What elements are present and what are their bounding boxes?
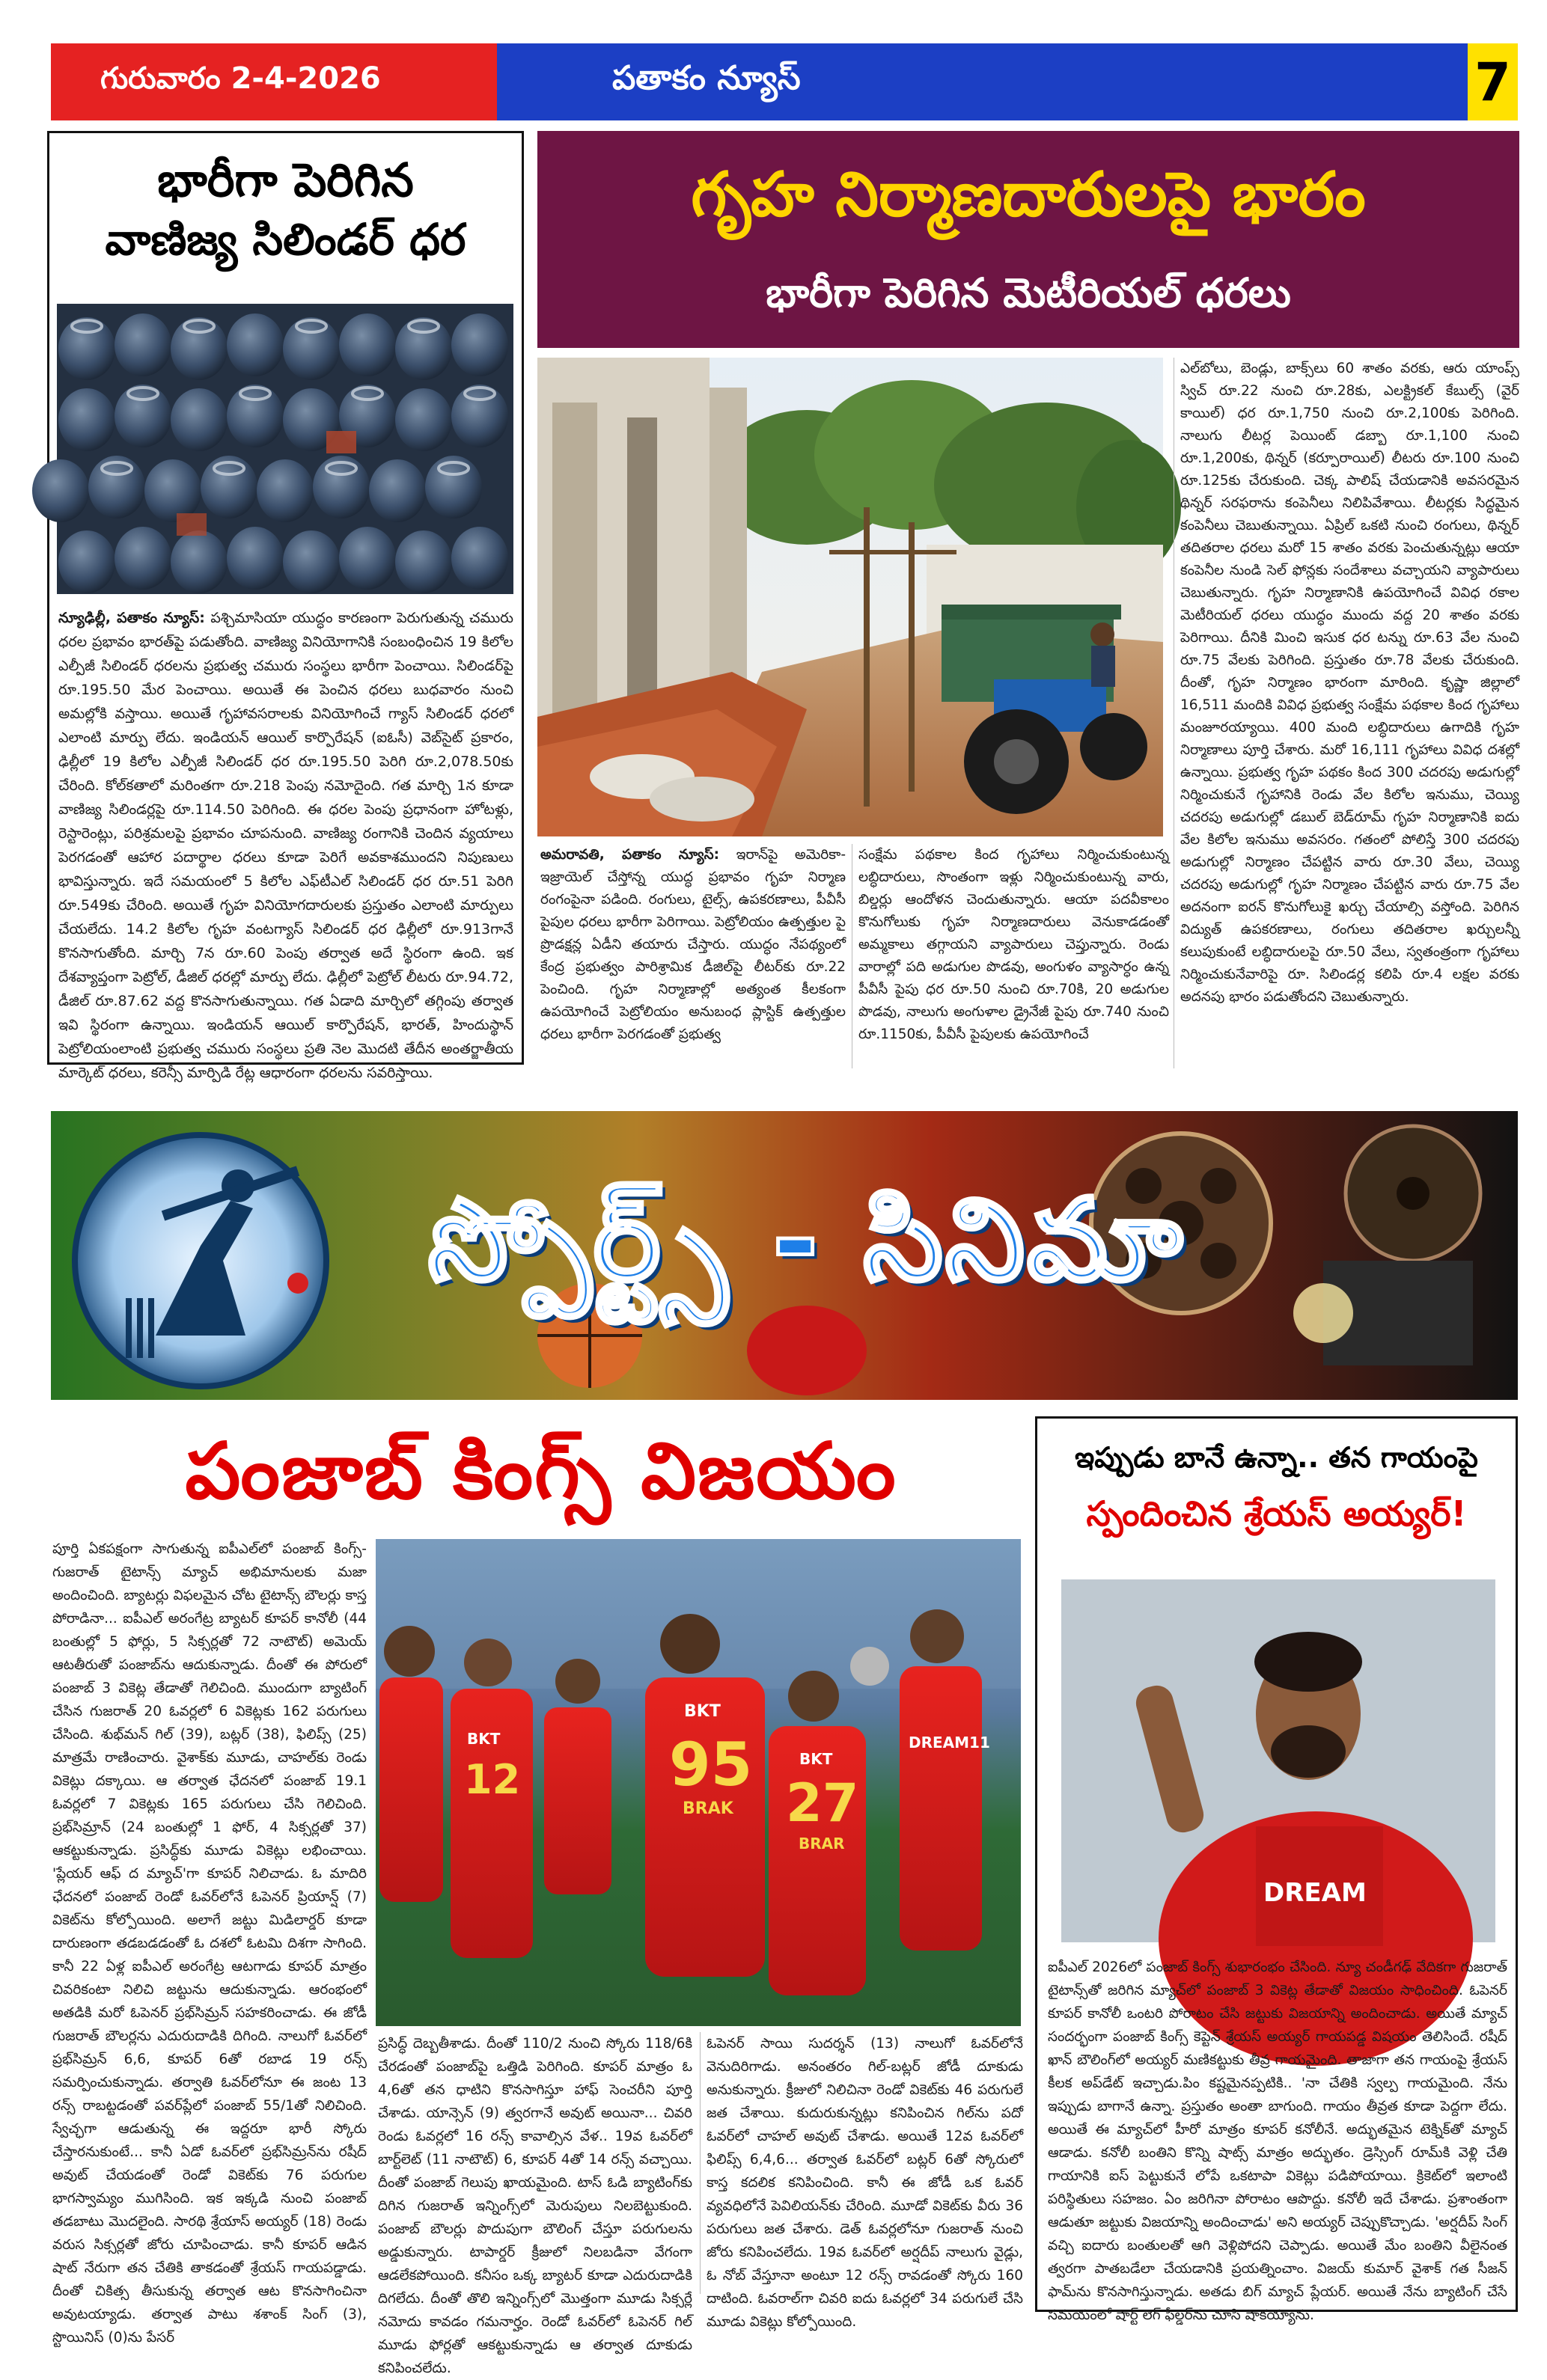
punjab-headline: పంజాబ్ కింగ్స్ విజయం bbox=[185, 1425, 897, 1517]
cylinder-headline-line2: వాణిజ్య సిలిండర్ ధర bbox=[105, 214, 466, 265]
page-number bbox=[1468, 43, 1518, 120]
date-text: గురువారం 2-4-2026 bbox=[100, 61, 381, 96]
jersey-name-1: BRAK bbox=[683, 1799, 733, 1818]
shreyas-body-text: ఐపీఎల్ 2026లో పంజాబ్ కింగ్స్ శుభారంభం చేసింది. న్యూ చండీగఢ్ వేదికగా గుజరాత్ టైటాన్స్‌తో జరిగిన మ్యాచ్‌లో పంజాబ్ 3 వికెట్ల తేడాతో విజయం సాధించింది. ఓపెనర్ కూపర్ కానోలీ ఒంటరి పోరాటం చేసి జట్టుకు విజయాన్ని అందించాడు. అయితే మ్యాచ్ సందర్భంగా పంజాబ్ కింగ్స్ కెప్టెన్ శ్రేయస్ అయ్యర్ గాయపడ్డ విషయం తెలిసిందే. రషీద్ ఖాన్ బౌలింగ్‌లో అయ్యర్ మణికట్టుకు తీవ్ర గాయమైంది. తాజాగా తన గాయంపై శ్రేయస్ కీలక అప్‌డేట్ ఇచ్చాడు.పిం కష్టమైనప్పటికి.. 'నా చేతికి స్వల్ప గాయమైంది. నేను ఇప్పుడు బాగానే ఉన్నా. ప్రస్తుతం అంతా బాగుంది. గాయం తీవ్రత కూడా పెద్దగా లేదు. అయితే ఈ మ్యాచ్‌లో హీరో మాత్రం కూపర్ కనోలీనే. అద్భుతమైన టెక్నిక్‌తో మ్యాచ్ ఆడాడు. కనోలీ బంతిని కొన్ని షాట్స్ మాత్రం అద్భుతం. డ్రెస్సింగ్ రూమ్‌కి వెళ్లి చేతి గాయానికి ఐస్ పెట్టుకునే లోపే ఒకటాపా వికెట్లు పడిపోయాయి. క్రికెట్‌లో ఇలాంటి పరిస్థితులు సహజం. ఏం జరిగినా పోరాటం ఆపొద్దు. కనోలీ ఇదే చేశాడు. ప్రశాంతంగా ఆడుతూ జట్టుకు విజయాన్ని అందించాడు' అని అయ్యర్ చెప్పుకొచ్చాడు. 'అర్షదీప్ సింగ్ వచ్చి ఐదారు బంతులతో ఆగి వెళ్లిపోదని చెప్పాడు. అయితే మేం బంతిని వీలైనంత త్వరగా పాతబడేలా చేయడానికి ప్రయత్నించాం. విజయ్ కుమార్ వైశాక్ గత సీజన్ ఫామ్‌ను కొనసాగిస్తున్నాడు. అతడు బిగ్ మ్యాచ్ ప్లేయర్. అయితే నేను బ్యాటింగ్ చేసే సమయంలో షార్ట్ లెగ్ ఫీల్డర్‌ను చూసి షాకయ్యాను. bbox=[1048, 1960, 1507, 2323]
masthead-date bbox=[51, 43, 497, 120]
jersey-brand-3: BKT bbox=[799, 1750, 833, 1768]
housing-dateline: అమరావతి, పతాకం న్యూస్: bbox=[540, 847, 720, 863]
tractor-construction-image bbox=[537, 358, 1163, 836]
jersey-number-27: 27 bbox=[786, 1772, 859, 1834]
cylinder-body-text: పశ్చిమాసియా యుద్ధం కారణంగా పెరుగుతున్న చమురు ధరల ప్రభావం భారత్‌పై పడుతోంది. వాణిజ్య వినియోగానికి సంబంధించిన 19 కిలోల ఎల్పీజీ సిలిండర్ ధరలను ప్రభుత్వ చమురు సంస్థలు భారీగా పెంచాయి. సిలిండర్‌పై రూ.195.50 మేర పెంచాయి. అయితే ఈ పెంచిన ధరలు బుధవారం నుంచి అమల్లోకి వస్తాయి. అయితే గృహావసరాలకు వినియోగించే గ్యాస్ సిలిండర్ ధరలో ఎలాంటి మార్పు లేదు. ఇండియన్ ఆయిల్ కార్పొరేషన్ (ఐఓసీ) వెబ్‌సైట్ ప్రకారం, ఢిల్లీలో 19 కిలోల ఎల్పీజీ సిలిండర్ ధర రూ.195.50 పెరిగి రూ.2,078.50కు చేరింది. కోల్‌కతాలో మరింతగా రూ.218 పెంపు నమోదైంది. గత మార్చి 1న కూడా వాణిజ్య సిలిండర్లపై రూ.114.50 పెరిగింది. ఈ ధరల పెంపు ప్రధానంగా హోటళ్లు, రెస్టారెంట్లు, పరిశ్రమలపై ప్రభావం చూపనుంది. వాణిజ్య రంగానికి చెందిన వ్యయాలు పెరగడంతో ఆహార పదార్థాల ధరలు కూడా పెరిగే అవకాశముందని నిపుణులు భావిస్తున్నారు. ఇదే సమయంలో 5 కిలోల ఎఫ్‌టీఎల్ సిలిండర్ ధర రూ.51 పెరిగి రూ.549కు చేరింది. అయితే గృహ వినియోగదారులకు ప్రస్తుతం ఎలాంటి మార్పులు చేయలేదు. 14.2 కిలోల గృహ వంటగ్యాస్ సిలిండర్ ధర ఢిల్లీలో రూ.913గానే కొనసాగుతోంది. మార్చి 7న రూ.60 పెంపు తర్వాత అదే స్థిరంగా ఉంది. ఇక దేశవ్యాప్తంగా పెట్రోల్, డీజిల్ ధరల్లో మార్పు లేదు. ఢిల్లీలో పెట్రోల్ లీటరు రూ.94.72, డీజిల్ రూ.87.62 వద్ద కొనసాగుతున్నాయి. గత ఏడాది మార్చిలో తగ్గింపు తర్వాత ఇవి స్థిరంగా ఉన్నాయి. ఇండియన్ ఆయిల్ కార్పొరేషన్, భారత్, హిందుస్థాన్ పెట్రోలియంలాంటి ప్రభుత్వ చమురు సంస్థలు ప్రతి నెల మొదటి తేదీన అంతర్జాతీయ మార్కెట్ ధరలు, కరెన్సీ మార్పిడి రేట్ల ఆధారంగా ధరలను సవరిస్తాయి. bbox=[58, 610, 513, 1081]
shreyas-article bbox=[1035, 1416, 1518, 2323]
sports-cinema-banner bbox=[51, 1111, 1518, 1400]
masthead-paper-name bbox=[497, 43, 1468, 120]
housing-col1-text: ఇరాన్‌పై అమెరికా-ఇజ్రాయెల్ చేస్తోన్న యుద్ధ ప్రభావం గృహ నిర్మాణ రంగంపైనా పడింది. రంగులు, టైల్స్, ఉపకరణాలు, పీవీసీ పైపుల ధరలు భారీగా పెరిగాయి. పెట్రోలియం ఉత్పత్తుల పై ప్రొడక్షన్ల ఏడీని తయారు చేస్తారు. యుద్ధం నేపథ్యంలో కేంద్ర ప్రభుత్వం పారిశ్రామిక డీజిల్‌పై లీటర్‌కు రూ.22 పెంచింది. గృహ నిర్మాణాల్లో అత్యంత కీలకంగా ఉపయోగించే పెట్రోలియం అనుబంధ ప్లాస్టిక్ ఉత్పత్తుల ధరలు భారీగా పెరగడంతో ప్రభుత్వ bbox=[540, 847, 846, 1042]
shreyas-photo bbox=[1061, 1579, 1495, 1942]
housing-col1 bbox=[540, 844, 846, 1068]
cylinder-body bbox=[58, 606, 513, 1081]
cylinder-headline-line1: భారీగా పెరిగిన bbox=[157, 153, 414, 207]
jersey-name-2: BRAR bbox=[799, 1835, 845, 1853]
housing-col2-text: సంక్షేమ పథకాల కింద గృహాలు నిర్మించుకుంటున్న లబ్ధిదారులు, సొంతంగా ఇళ్లు నిర్మించుకుంటున్న వారు, బిల్డర్లు ఆందోళన చెందుతున్నారు. ఆయా పదవీకాలం కొనుగోలుకు గృహ నిర్మాణదారులు వెనుకాడడంతో అమ్మకాలు తగ్గాయని వ్యాపారులు చెప్తున్నారు. రెండు వారాల్లో పది అడుగుల పొడవు, అంగుళం వ్యాసార్ధం ఉన్న పీవీసీ పైపు ధర రూ.50 నుంచి రూ.70కి, 20 అడుగుల పొడవు, నాలుగు అంగుళాల డ్రైనేజీ పైపు రూ.740 నుంచి రూ.1150కు, పీవీసీ పైపులకు ఉపయోగించే bbox=[858, 847, 1169, 1042]
housing-col3-text: ఎల్‌బోలు, బెండ్లు, బాక్స్‌లు 60 శాతం వరకు, ఆరు యాంప్స్ స్విచ్ రూ.22 నుంచి రూ.28కు, ఎలక్ట్రికల్ కేబుల్స్ (వైర్ కాయిల్) ధర రూ.1,750 నుంచి రూ.2,100కు పెరిగింది. నాలుగు లీటర్ల పెయింట్ డబ్బా రూ.1,100 నుంచి రూ.1,200కు, థిన్నర్ (కర్పూరాయిల్) లీటరు రూ.100 నుంచి రూ.125కు చేరుకుంది. చెక్క పాలిష్ చేయడానికి అవసరమైన థిన్నర్ సరఫరాను కంపెనీలు నిలిపివేశాయి. లీటర్లకు సిద్ధమైన కంపెనీలు చెబుతున్నాయి. ఏప్రిల్ ఒకటి నుంచి రంగులు, థిన్నర్ తదితరాల ధరలు మరో 15 శాతం వరకు పెంచుతున్నట్లు ఆయా కంపెనీల నుండి సెల్ ఫోన్లకు సందేశాలు వచ్చాయని వ్యాపారులు చెబుతున్నారు. గృహ నిర్మాణానికి ఉపయోగించే వివిధ రకాల మెటీరియల్ ధరలు యుద్ధం ముందు వద్ద 20 శాతం వరకు పెరిగాయి. దీనికి మించి ఇసుక ధర టన్ను రూ.63 వేల నుంచి రూ.75 వేలకు పెరిగింది. ప్రస్తుతం రూ.78 వేలకు చేరుకుంది. దీంతో, గృహ నిర్మాణం భారంగా మారింది. కృష్ణా జిల్లాలో 16,511 మందికి వివిధ ప్రభుత్వ సంక్షేమ పథకాల కింద గృహాలు మంజూరయ్యాయి. 400 మంది లబ్ధిదారులు ఉగాదికి గృహ నిర్మాణాలు పూర్తి చేశారు. మరో 16,111 గృహాలు వివిధ దశల్లో ఉన్నాయి. ప్రభుత్వ గృహ పథకం కింద 300 చదరపు అడుగుల్లో నిర్మించుకునే గృహానికి రెండు వేల కిలోల ఇనుము, చెయ్యి చదరపు అడుగుల్లో డబుల్ బెడ్‌రూమ్ గృహ నిర్మాణానికి ఐదు వేల కిలోల ఇనుము అవసరం. గతంలో పోలిస్తే 300 చదరపు అడుగుల్లో నిర్మాణం చేపట్టిన వారు రూ.30 వేలు, చెయ్యి చదరపు అడుగుల్లో గృహ నిర్మాణం చేపట్టిన వారు రూ.75 వేల అదనంగా ఐరన్ కొనుగోలుకై ఖర్చు చేయాల్సి వస్తోంది. పెరిగిన విద్యుత్ ఉపకరణాలు, రంగులు తదితరాల ఖర్చులన్నీ కలుపుకుంటే లబ్ధిదారులపై రూ.50 వేలు, స్వతంత్రంగా గృహాలు నిర్మించుకునేవారిపై రూ. సిలిండర్ల కలిపి రూ.4 లక్షల వరకు అదనపు భారం పడుతోందని చెబుతున్నారు. bbox=[1180, 361, 1519, 1005]
housing-headline: గృహ నిర్మాణదారులపై భారం bbox=[691, 159, 1366, 230]
housing-subheadline: భారీగా పెరిగిన మెటీరియల్ ధరలు bbox=[766, 269, 1291, 316]
cylinder-article bbox=[47, 131, 524, 1081]
shreyas-body bbox=[1048, 1956, 1507, 2323]
gas-cylinders-image bbox=[57, 304, 513, 594]
jersey-brand-2: BKT bbox=[684, 1702, 721, 1721]
shreyas-headline-line2: స్పందించిన శ్రేయస్ అయ్యర్! bbox=[1086, 1493, 1467, 1534]
housing-col3 bbox=[1174, 358, 1519, 1068]
housing-headline-banner bbox=[537, 131, 1519, 348]
punjab-col2-text: ప్రసిద్ధ్ దెబ్బతీశాడు. దీంతో 110/2 నుంచి స్కోరు 118/6కి చేరడంతో పంజాబ్‌పై ఒత్తిడి పెరిగింది. కూపర్ మాత్రం ఓ 4,6తో తన ధాటిని కొనసాగిస్తూ హాఫ్ సెంచరీని పూర్తి చేశాడు. యాన్సెన్ (9) త్వరగానే అవుట్ అయినా... చివరి రెండు ఓవర్లలో 16 రన్స్ కావాల్సిన వేళ.. 19వ ఓవర్‌లో బార్ట్‌లెట్ (11 నాటౌట్) 6, కూపర్ 4తో 14 రన్స్ వచ్చాయి. దీంతో పంజాబ్ గెలుపు ఖాయమైంది. టాస్ ఓడి బ్యాటింగ్‌కు దిగిన గుజరాత్ ఇన్నింగ్స్‌లో మెరుపులు నిలబెట్టుకుంది. పంజాబ్ బౌలర్లు పొదుపుగా బౌలింగ్ చేస్తూ పరుగులను అడ్డుకున్నారు. టాపార్డర్ క్రీజులో నిలబడినా వేగంగా ఆడలేకపోయింది. కనీసం ఒక్క బ్యాటర్ కూడా ఎదురుదాడికి దిగలేదు. దీంతో తొలి ఇన్నింగ్స్‌లో మొత్తంగా మూడు సిక్సర్లే నమోదు కావడం గమనార్హం. రెండో ఓవర్‌లో ఓపెనర్ గిల్ మూడు ఫోర్లతో ఆకట్టుకున్నాడు ఆ తర్వాత దూకుడు కనిపించలేదు. bbox=[378, 2036, 692, 2376]
shreyas-headline-line1: ఇప్పుడు బానే ఉన్నా.. తన గాయంపై bbox=[1075, 1441, 1478, 1474]
shreyas-iyer-image bbox=[1061, 1579, 1495, 1942]
svg-text:DREAM: DREAM bbox=[1263, 1878, 1367, 1908]
punjab-col3 bbox=[700, 2032, 1023, 2330]
jersey-number-95: 95 bbox=[669, 1730, 753, 1799]
housing-col2 bbox=[852, 844, 1169, 1068]
cylinder-dateline: న్యూఢిల్లీ, పతాకం న్యూస్: bbox=[58, 610, 205, 626]
banner-title: స్పోర్ట్స్ - సినిమా bbox=[428, 1175, 1186, 1306]
punjab-col2 bbox=[378, 2032, 692, 2376]
players-photo bbox=[376, 1539, 1021, 2026]
jersey-sponsor: DREAM11 bbox=[909, 1734, 990, 1752]
page-number-text: 7 bbox=[1474, 51, 1511, 113]
cylinder-photo bbox=[57, 304, 513, 594]
jersey-brand-1: BKT bbox=[467, 1730, 501, 1748]
punjab-col1-text: పూర్తి ఏకపక్షంగా సాగుతున్న ఐపీఎల్‌లో పంజాబ్ కింగ్స్-గుజరాత్ టైటాన్స్ మ్యాచ్ అభిమానులకు మజా అందించింది. బ్యాటర్లు విఫలమైన చోట టైటాన్స్ బౌలర్లు కాస్త పోరాడినా... ఐపీఎల్ అరంగేట్ర బ్యాటర్ కూపర్ కానోలీ (44 బంతుల్లో 5 ఫోర్లు, 5 సిక్సర్లతో 72 నాటౌట్) అమెయ్ ఆటతీరుతో పంజాబ్‌ను ఆదుకున్నాడు. దీంతో ఈ పోరులో పంజాబ్ 3 వికెట్ల తేడాతో గెలిచింది. ముందుగా బ్యాటింగ్ చేసిన గుజరాత్ 20 ఓవర్లలో 6 వికెట్లకు 162 పరుగులు చేసింది. శుభ్‌మన్ గిల్ (39), బట్లర్ (38), ఫిలిప్స్ (25) మాత్రమే రాణించారు. వైశాక్‌కు మూడు, చాహల్‌కు రెండు వికెట్లు దక్కాయి. ఆ తర్వాత ఛేదనలో పంజాబ్ 19.1 ఓవర్లలో 7 వికెట్లకు 165 పరుగులు చేసి గెలిచింది. ప్రభ్‌సిమ్రాన్ (24 బంతుల్లో 1 ఫోర్, 4 సిక్సర్లతో 37) ఆకట్టుకున్నాడు. ప్రసిద్ధ్‌కు మూడు వికెట్లు లభించాయి. 'ప్లేయర్ ఆఫ్ ద మ్యాచ్'గా కూపర్ నిలిచాడు. ఓ మాదిరి ఛేదనలో పంజాబ్ రెండో ఓవర్‌లోనే ఓపెనర్ ప్రియాన్ష్ (7) వికెట్‌ను కోల్పోయింది. అలాగే జట్టు మిడిలార్డర్ కూడా దారుణంగా తడబడడంతో ఓ దశలో ఓటమి దిశగా సాగింది. కానీ 22 ఏళ్ల ఐపీఎల్ అరంగేట్ర ఆటగాడు కూపర్ మాత్రం చివరికంటా నిలిచి జట్టును ఆదుకున్నాడు. ఆరంభంలో అతడికి మరో ఓపెనర్ ప్రభ్‌సిమ్రన్ సహకరించాడు. ఈ జోడీ గుజరాత్ బౌలర్లను ఎదురుదాడికి దిగింది. నాలుగో ఓవర్‌లో ప్రభ్‌సిమ్రన్ 6,6, కూపర్ 6తో రబాడ 19 రన్స్ సమర్పించుకున్నాడు. తర్వాతి ఓవర్‌లోనూ ఈ జంట 13 రన్స్ రాబట్టడంతో పవర్‌ప్లేలో పంజాబ్ 55/1తో నిలిచింది. స్వేచ్ఛగా ఆడుతున్న ఈ ఇద్దరూ భారీ స్కోరు చేస్తారనుకుంటే... కానీ ఏడో ఓవర్‌లో ప్రభ్‌సిమ్రన్‌ను రషీద్ అవుట్ చేయడంతో రెండో వికెట్‌కు 76 పరుగుల భాగస్వామ్యం ముగిసింది. ఇక ఇక్కడి నుంచి పంజాబ్ తడబాటు మొదలైంది. సారథి శ్రేయాస్ అయ్యర్ (18) రెండు వరుస సిక్సర్లతో జోరు చూపించాడు. కానీ కూపర్ ఆడిన షాట్ నేరుగా తన చేతికి తాకడంతో శ్రేయస్ గాయపడ్డాడు. దీంతో చికిత్స తీసుకున్న తర్వాత ఆట కొనసాగించినా అవుటయ్యాడు. తర్వాత పాటు శశాంక్ సింగ్ (3), స్టొయినిస్ (0)ను పేసర్ bbox=[52, 1541, 367, 2346]
paper-name-text: పతాకం న్యూస్ bbox=[612, 58, 801, 97]
punjab-col1 bbox=[52, 1538, 367, 2346]
jersey-number-12: 12 bbox=[464, 1756, 521, 1803]
punjab-col3-text: ఓపెనర్ సాయి సుదర్శన్ (13) నాలుగో ఓవర్‌లోనే వెనుదిరిగాడు. అనంతరం గిల్-బట్లర్ జోడీ దూకుడు అనుకున్నారు. క్రీజులో నిలిచినా రెండో వికెట్‌కు 46 పరుగులే జత చేశాయి. కుదురుకున్నట్లు కనిపించిన గిల్‌ను పదో ఓవర్‌లో చాహల్ అవుట్ చేశాడు. అయితే 12వ ఓవర్‌లో ఫిలిప్స్ 6,4,6... తర్వాత ఓవర్‌లో బట్లర్ 6తో స్కోరులో కాస్త కదలిక కనిపించింది. కానీ ఈ జోడీ ఒక ఓవర్ వ్యవధిలోనే పెవిలియన్‌కు చేరింది. మూడో వికెట్‌కు వీరు 36 పరుగులు జత చేశారు. డెత్ ఓవర్లలోనూ గుజరాత్ నుంచి జోరు కనిపించలేదు. 19వ ఓవర్‌లో అర్షదీప్ నాలుగు వైడ్లు, ఓ నోబ్ వేస్తూనా అంటూ 12 రన్స్ రావడంతో స్కోరు 160 దాటింది. ఓవరాల్‌గా చివరి ఐదు ఓవర్లలో 34 పరుగులే చేసి మూడు వికెట్లు కోల్పోయింది. bbox=[707, 2036, 1023, 2330]
construction-photo bbox=[537, 358, 1163, 836]
